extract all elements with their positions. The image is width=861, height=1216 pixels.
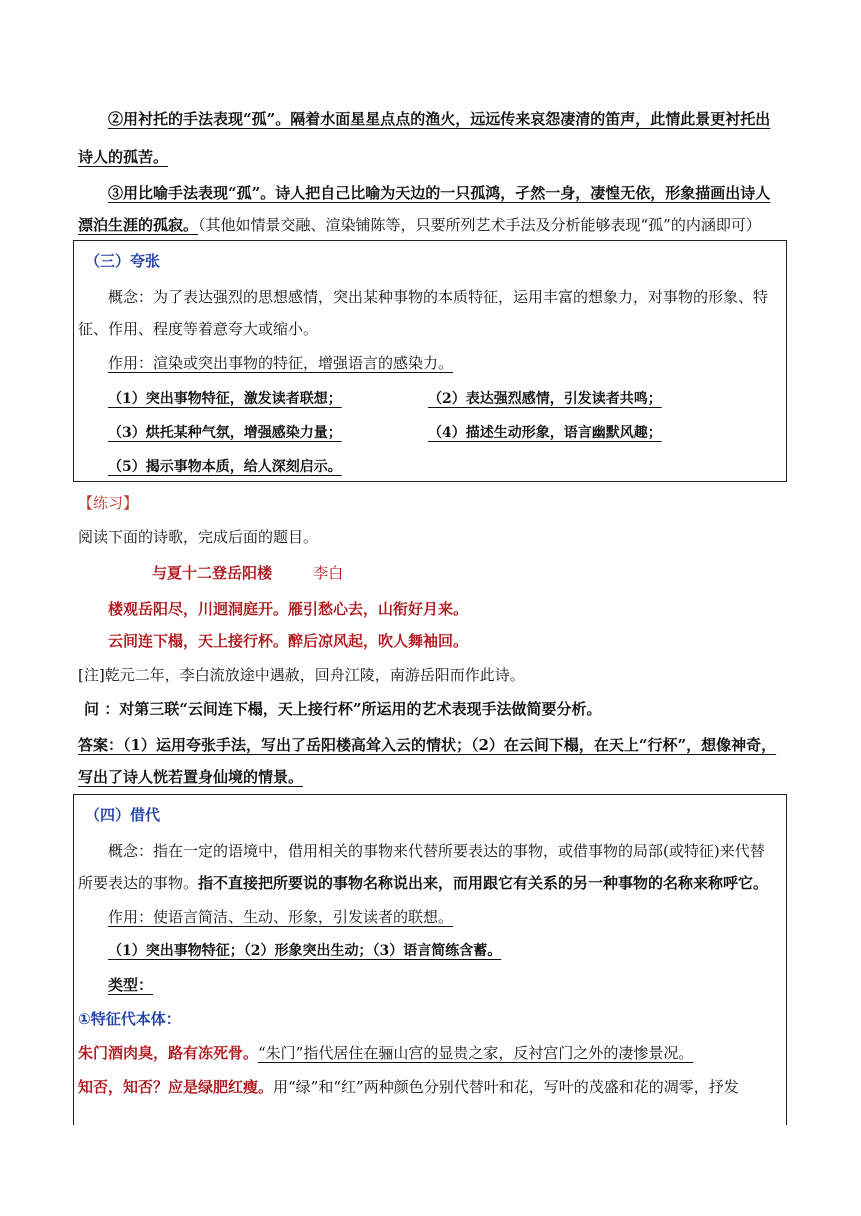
metonymy-types-label: 类型：	[108, 976, 154, 994]
metonymy-example-1	[78, 1042, 784, 1064]
answer-line-1: 答案：（1）运用夸张手法，写出了岳阳楼高耸入云的情状；（2）在云间下榻，在天上“行杯”，想像神奇，	[78, 736, 777, 754]
hyperbole-item-5: （5）揭示事物本质，给人深刻启示。	[108, 459, 342, 475]
poem-line-1: 楼观岳阳尽，川迥洞庭开。雁引愁心去，山衔好月来。	[108, 600, 469, 618]
poem-title-text: 与夏十二登岳阳楼	[152, 564, 273, 582]
hyperbole-item-4: （4）描述生动形象，语言幽默风趣；	[428, 425, 662, 441]
point-3-conclusion: 漂泊生涯的孤寂。	[78, 216, 199, 234]
metonymy-concept-emphasis: 指不直接把所要说的事物名称说出来，而用跟它有关系的另一种事物的名称来称呼它。	[198, 874, 769, 892]
point-2-line-2: 诗人的孤苦。	[78, 148, 169, 166]
hyperbole-effect: 作用：渲染或突出事物的特征，增强语言的感染力。	[108, 354, 454, 372]
metonymy-concept-line-1: 概念：指在一定的语境中，借用相关的事物来代替所要表达的事物，或借事物的局部(或特征)来代替	[108, 842, 765, 860]
practice-instruction: 阅读下面的诗歌，完成后面的题目。	[78, 528, 319, 546]
example-1-quote: 朱门酒肉臭，路有冻死骨。	[78, 1044, 259, 1062]
hyperbole-concept-line-2: 征、作用、程度等着意夸大或缩小。	[78, 320, 319, 338]
metonymy-title: （四）借代	[85, 806, 161, 824]
hyperbole-title: （三）夸张	[85, 252, 161, 270]
metonymy-concept-text: 所要表达的事物。	[78, 874, 199, 892]
point-2-line-1: ②用衬托的手法表现“孤”。隔着水面星星点点的渔火，远远传来哀怨凄清的笛声，此情此景更衬托出	[108, 110, 771, 128]
poem-note: [注]乾元二年，李白流放途中遇赦，回舟江陵，南游岳阳而作此诗。	[78, 666, 525, 684]
metonymy-type-1: ①特征代本体：	[78, 1010, 181, 1028]
example-1-explanation: “朱门”指代居住在骊山宫的显贵之家，反衬宫门之外的凄惨景况。	[258, 1044, 694, 1062]
example-2-quote: 知否，知否？应是绿肥红瘦。	[78, 1078, 274, 1096]
metonymy-items: （1）突出事物特征；（2）形象突出生动；（3）语言简练含蓄。	[108, 943, 502, 959]
practice-question: 问 ：对第三联“云间连下榻，天上接行杯”所运用的艺术表现手法做简要分析。	[84, 700, 602, 718]
point-3-line-2	[78, 214, 784, 236]
metonymy-example-2	[78, 1076, 784, 1098]
poem-line-2: 云间连下榻，天上接行杯。醉后凉风起，吹人舞袖回。	[108, 632, 469, 650]
point-3-line-1: ③用比喻手法表现“孤”。诗人把自己比喻为天边的一只孤鸿，孑然一身，凄惶无依，形象描画出诗人	[108, 184, 771, 202]
metonymy-concept-line-2	[78, 872, 784, 894]
hyperbole-item-2: （2）表达强烈感情，引发读者共鸣；	[428, 391, 662, 407]
example-2-explanation: 用“绿”和“红”两种颜色分别代替叶和花，写叶的茂盛和花的凋零，抒发	[273, 1078, 739, 1096]
hyperbole-item-1: （1）突出事物特征，激发读者联想；	[108, 391, 342, 407]
poem-title	[152, 562, 552, 584]
poem-author: 李白	[313, 564, 344, 582]
hyperbole-item-3: （3）烘托某种气氛，增强感染力量；	[108, 425, 342, 441]
practice-heading: 【练习】	[78, 494, 139, 512]
metonymy-effect: 作用：使语言简洁、生动、形象，引发读者的联想。	[108, 908, 454, 926]
point-3-note: （其他如情景交融、渲染铺陈等，只要所列艺术手法及分析能够表现“孤”的内涵即可）	[198, 216, 761, 234]
answer-line-2: 写出了诗人恍若置身仙境的情景。	[78, 768, 304, 786]
hyperbole-concept-line-1: 概念：为了表达强烈的思想感情，突出某种事物的本质特征，运用丰富的想象力，对事物的形象、特	[108, 288, 769, 306]
